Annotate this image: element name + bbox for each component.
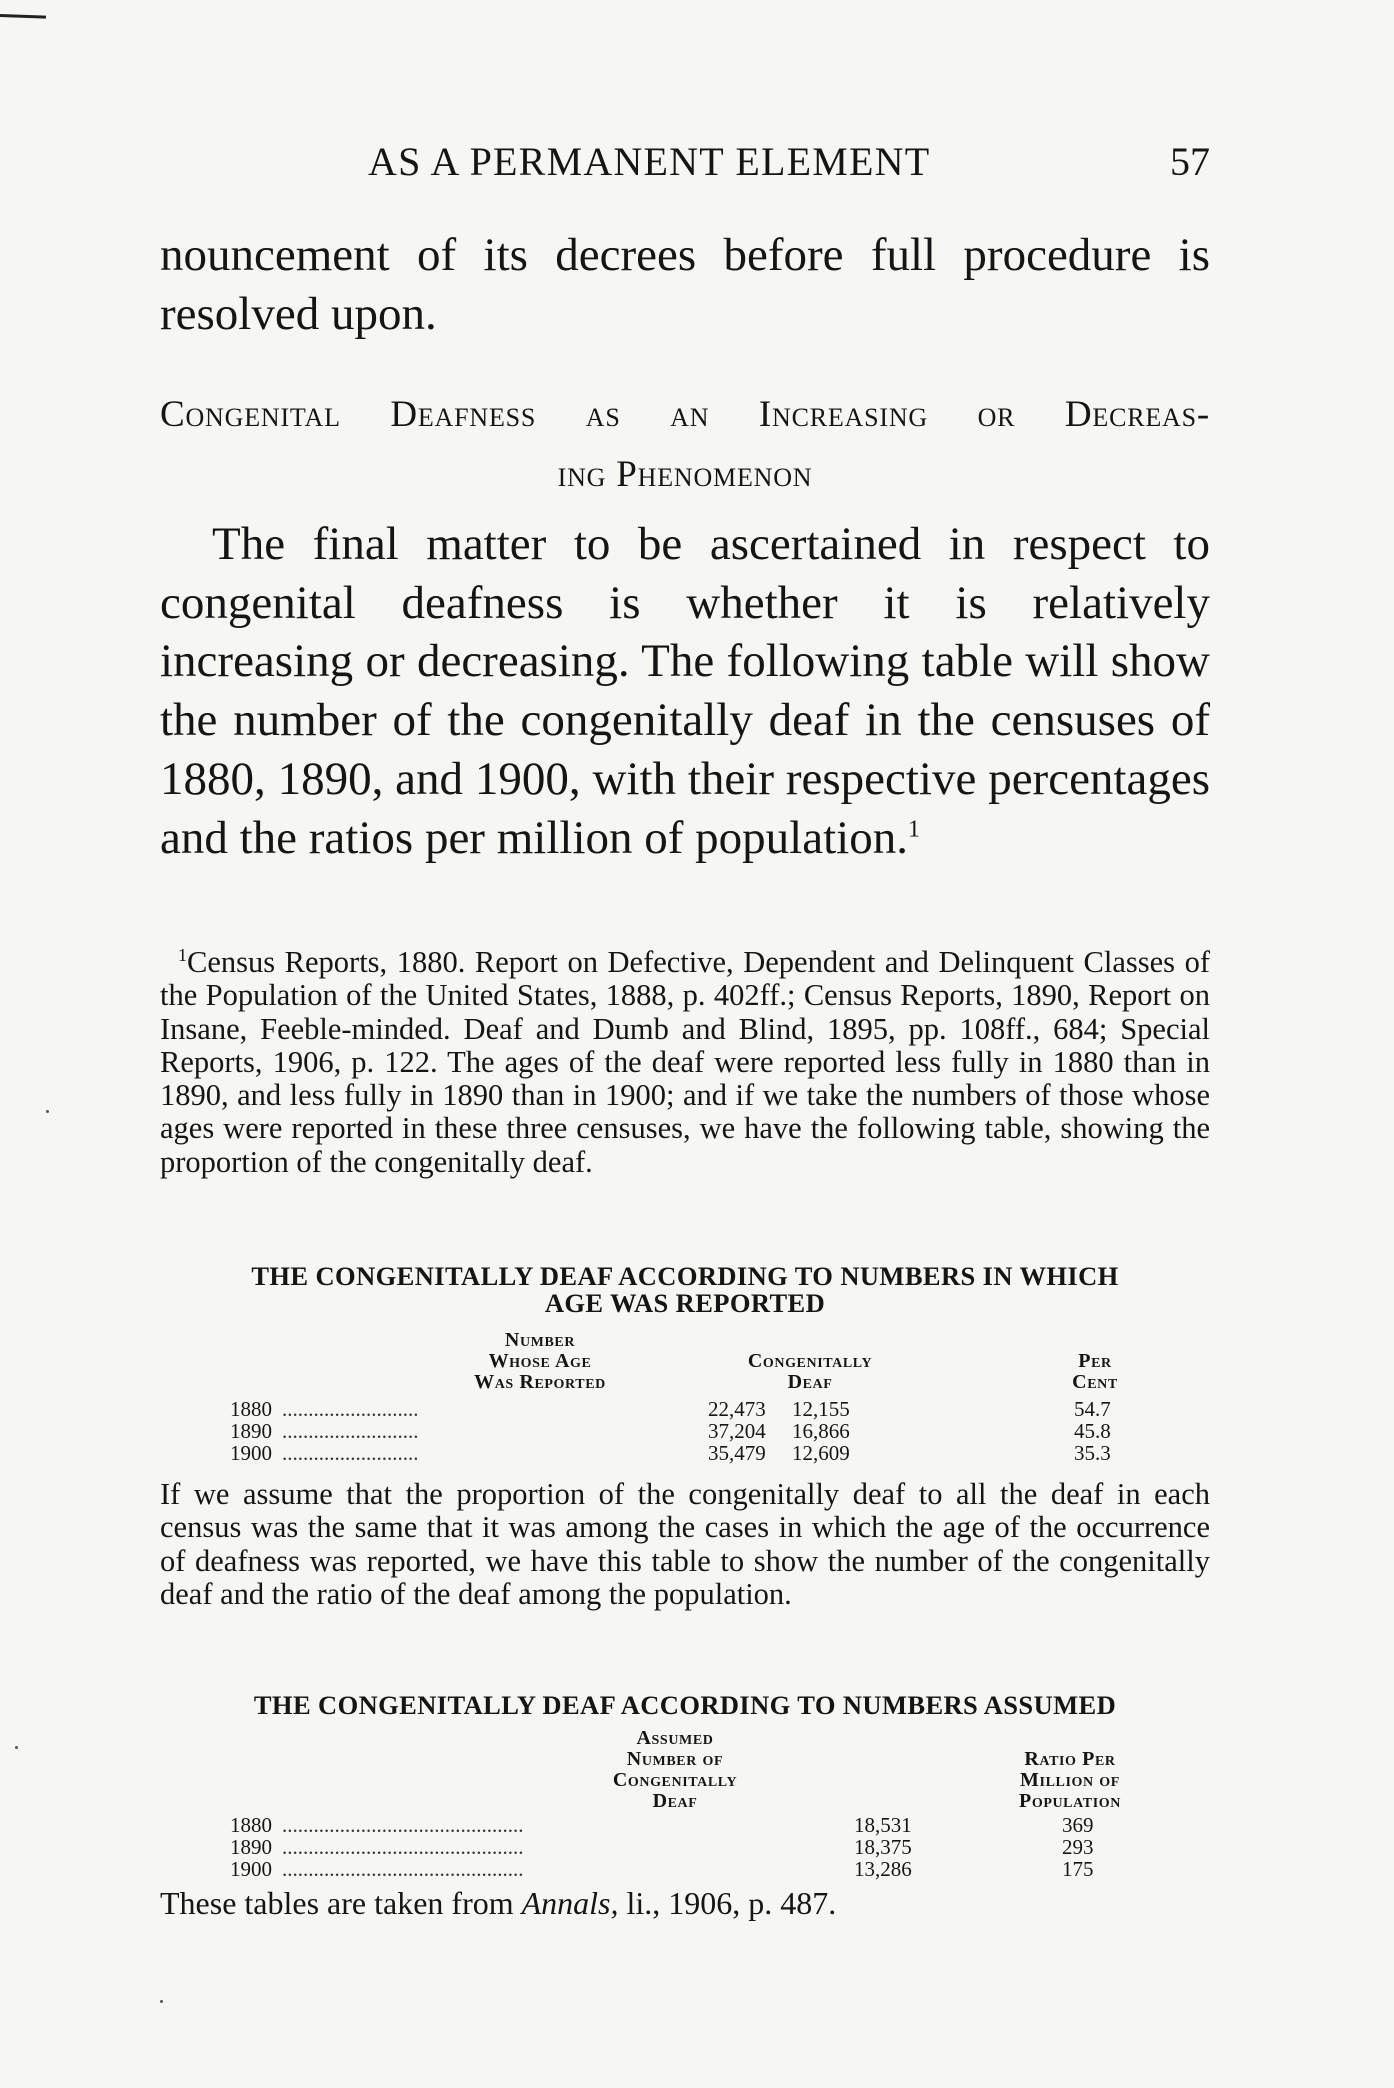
- header-line: Population: [1019, 1790, 1121, 1812]
- dot-leader: ..............................................: [282, 1858, 524, 1880]
- row-year: 1880: [230, 1813, 272, 1837]
- header-line: Per: [1078, 1350, 1112, 1372]
- table-row: [230, 1398, 1150, 1420]
- row-year: 1890: [230, 1835, 272, 1859]
- section-heading-line-1: Congenital Deafness as an Increasing or Decreas-: [160, 394, 1210, 435]
- middle-paragraph: [160, 1478, 1210, 1611]
- closing-line: [160, 1885, 1210, 1922]
- running-head: [160, 138, 1210, 188]
- row-assumed: 13,286: [854, 1857, 912, 1881]
- dot-leader: ..........................: [282, 1398, 419, 1420]
- dot-leader: ..............................................: [282, 1836, 524, 1858]
- row-ratio: 369: [1062, 1813, 1094, 1837]
- header-line: Assumed: [636, 1727, 714, 1749]
- closing-text-after: li., 1906, p. 487.: [618, 1885, 837, 1921]
- table-1-header-percent: [1030, 1351, 1160, 1393]
- row-reported: 35,479: [708, 1441, 766, 1465]
- footnote-marker: 1: [178, 944, 187, 965]
- table-2-header-ratio: [960, 1749, 1180, 1812]
- scan-speck: [46, 1110, 49, 1113]
- page-number: 57: [1170, 139, 1210, 184]
- header-line: Deaf: [652, 1790, 698, 1812]
- row-ratio: 175: [1062, 1857, 1094, 1881]
- table-1-title-line-1: THE CONGENITALLY DEAF ACCORDING TO NUMBERS IN WHICH: [251, 1261, 1119, 1291]
- row-assumed: 18,531: [854, 1813, 912, 1837]
- footnote-reference: 1: [907, 815, 920, 842]
- header-line: Ratio Per: [1024, 1748, 1116, 1770]
- header-line: Congenitally: [747, 1350, 873, 1372]
- table-1-title: [160, 1263, 1210, 1317]
- row-assumed: 18,375: [854, 1835, 912, 1859]
- table-1-header-congenital: [690, 1351, 930, 1393]
- table-2-title: [160, 1692, 1210, 1719]
- scan-edge-mark: [0, 14, 46, 19]
- table-row: [230, 1442, 1150, 1464]
- row-congenital: 12,155: [792, 1397, 850, 1421]
- row-percent: 45.8: [1074, 1419, 1111, 1443]
- closing-text-before: These tables are taken from: [160, 1885, 522, 1921]
- row-year: 1890: [230, 1419, 272, 1443]
- footnote-text: Census Reports, 1880. Report on Defective, Dependent and Delinquent Classes of the Population of the United States, 1888, p. 402ff.; Census Reports, 1890, Report on Insane, Feeble-minded. Deaf and Dumb and Blind, 1895, pp. 108ff., 684; Special Reports, 1906, p. 122. The ages of the deaf were reported less fully in 1880 than in 1890, and less fully in 1890 than in 1900; and if we take the numbers of those whose ages were reported in these three censuses, we have the following table, showing the proportion of the congenitally deaf.: [160, 945, 1210, 1179]
- row-percent: 54.7: [1074, 1397, 1111, 1421]
- running-title: AS A PERMANENT ELEMENT: [368, 139, 931, 184]
- row-year: 1900: [230, 1441, 272, 1465]
- header-line: Congenitally: [612, 1769, 738, 1791]
- section-heading: [160, 385, 1210, 505]
- row-ratio: 293: [1062, 1835, 1094, 1859]
- continuation-paragraph: [160, 226, 1210, 343]
- main-paragraph-text: The final matter to be ascertained in respect to congenital deafness is whether it is relatively increasing or decreasing. The following table will show the number of the congenitally deaf in the censuses of 1880, 1890, and 1900, with their respective percentages and the ratios per million of population.: [160, 518, 1210, 864]
- table-row: [230, 1836, 1150, 1858]
- row-percent: 35.3: [1074, 1441, 1111, 1465]
- table-row: [230, 1858, 1150, 1880]
- row-reported: 22,473: [708, 1397, 766, 1421]
- row-congenital: 12,609: [792, 1441, 850, 1465]
- scan-speck: [15, 1746, 18, 1749]
- header-line: Cent: [1072, 1371, 1118, 1393]
- journal-title: Annals,: [521, 1885, 619, 1921]
- row-year: 1900: [230, 1857, 272, 1881]
- header-line: Number of: [626, 1748, 724, 1770]
- footnote: [160, 946, 1210, 1179]
- dot-leader: ..............................................: [282, 1814, 524, 1836]
- row-reported: 37,204: [708, 1419, 766, 1443]
- table-row: [230, 1814, 1150, 1836]
- scan-speck: [160, 2000, 163, 2003]
- table-2-header-assumed: [540, 1728, 810, 1812]
- table-row: [230, 1420, 1150, 1442]
- header-line: Was Reported: [474, 1371, 606, 1393]
- table-1-header-reported: [420, 1330, 660, 1393]
- table-1-title-line-2: AGE WAS REPORTED: [544, 1288, 826, 1318]
- table-2-title-line: THE CONGENITALLY DEAF ACCORDING TO NUMBERS ASSUMED: [253, 1690, 1117, 1720]
- row-congenital: 16,866: [792, 1419, 850, 1443]
- header-line: Number: [504, 1329, 576, 1351]
- middle-paragraph-text: If we assume that the proportion of the congenitally deaf to all the deaf in each census was the same that it was among the cases in which the age of the occurrence of deafness was reported, we have this table to show the number of the congenitally deaf and the ratio of the deaf among the population.: [160, 1477, 1210, 1611]
- header-line: Whose Age: [488, 1350, 592, 1372]
- header-line: Million of: [1020, 1769, 1120, 1791]
- main-paragraph: [160, 515, 1210, 867]
- row-year: 1880: [230, 1397, 272, 1421]
- dot-leader: ..........................: [282, 1442, 419, 1464]
- section-heading-line-2: ing Phenomenon: [557, 454, 813, 495]
- dot-leader: ..........................: [282, 1420, 419, 1442]
- header-line: Deaf: [787, 1371, 833, 1393]
- continuation-text: nouncement of its decrees before full procedure is resolved upon.: [160, 229, 1210, 340]
